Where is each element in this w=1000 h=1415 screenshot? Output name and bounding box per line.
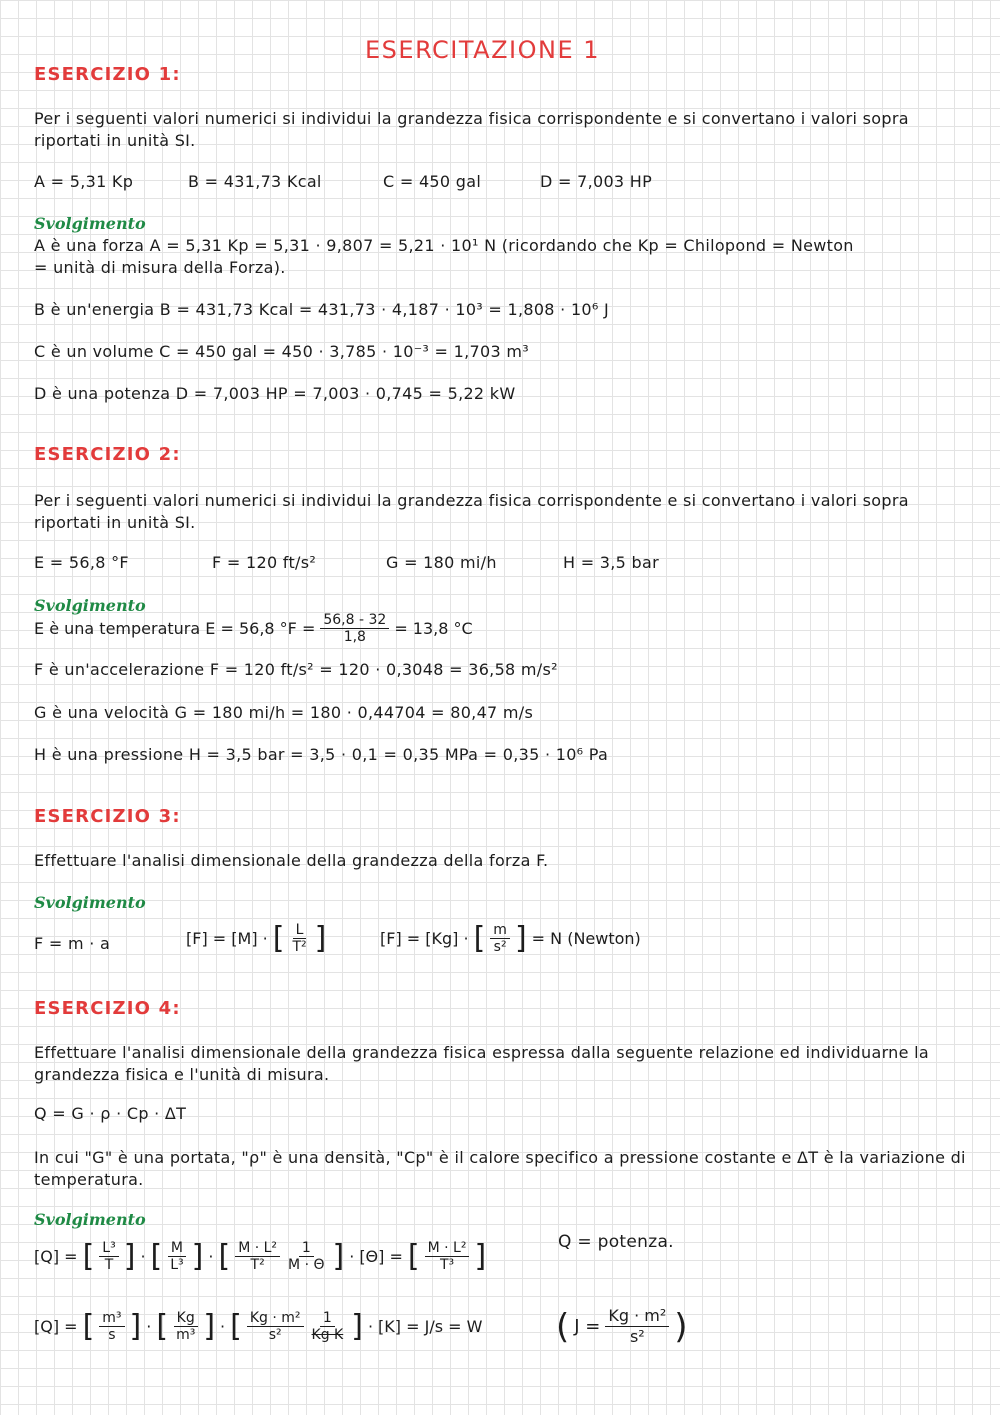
- solution-label-3: Svolgimento: [34, 893, 146, 912]
- dimensional-analysis: [34, 1240, 486, 1273]
- bracket-open: [: [473, 920, 486, 956]
- exercise-2-heading: ESERCIZIO 2:: [34, 444, 181, 465]
- value-c: C = 450 gal: [383, 172, 482, 191]
- dim-lhs: [Q] =: [34, 1247, 78, 1266]
- joule-fraction: [605, 1306, 669, 1347]
- solution-c: C è un volume C = 450 gal = 450 · 3,785 · 10⁻³ = 1,703 m³: [34, 342, 529, 361]
- value-f: F = 120 ft/s²: [212, 553, 317, 572]
- bracket-open: [: [272, 920, 285, 956]
- exercise-1-prompt: Per i seguenti valori numerici si individui la grandezza fisica corrispondente e si convertano i valori sopra riportati in unità SI.: [34, 109, 909, 150]
- solution-e-post: = 13,8 °C: [394, 619, 473, 638]
- dot-operator: ·: [146, 1317, 152, 1336]
- dim-den: T: [104, 1257, 114, 1273]
- bracket-open: [: [218, 1238, 231, 1274]
- solution-a-line-1: A è una forza A = 5,31 Kp = 5,31 · 9,807 = 5,21 · 10¹ N (ricordando che Kp = Chilopond = Newton: [34, 236, 854, 255]
- bracket-close: ]: [203, 1308, 216, 1344]
- dot-operator: ·: [349, 1247, 355, 1266]
- bracket-open: [: [82, 1238, 95, 1274]
- exercise-4-formula: Q = G · ρ · Cp · ΔT: [34, 1104, 187, 1123]
- force-units-denominator: s²: [493, 939, 507, 955]
- solution-e-denominator: 1,8: [343, 629, 366, 645]
- paren-close: ): [674, 1306, 688, 1347]
- force-dimension-numerator: L: [293, 922, 307, 939]
- bracket-open: [: [230, 1308, 242, 1344]
- unit-den: Kg K: [311, 1327, 344, 1343]
- unit-den: s: [108, 1327, 116, 1343]
- solution-e-numerator: 56,8 - 32: [320, 612, 389, 629]
- exercise-3-heading: ESERCIZIO 3:: [34, 806, 181, 827]
- solution-e-fraction: [320, 612, 389, 645]
- dim-num: L³: [99, 1240, 118, 1257]
- dim-fraction-density: [167, 1240, 186, 1273]
- unit-analysis: [34, 1310, 482, 1343]
- unit-num: Kg · m²: [247, 1310, 304, 1327]
- force-dimension: [186, 922, 326, 955]
- dot-operator: ·: [140, 1247, 146, 1266]
- solution-e: [34, 612, 473, 645]
- joule-definition: [556, 1306, 688, 1347]
- force-dimension-pre: [F] = [M] ·: [186, 929, 268, 948]
- bracket-close: ]: [514, 920, 527, 956]
- value-b: B = 431,73 Kcal: [188, 172, 322, 191]
- force-equation: F = m · a: [34, 934, 111, 953]
- dim-num: 1: [299, 1240, 314, 1257]
- unit-den: s²: [268, 1327, 282, 1343]
- solution-label-2: Svolgimento: [34, 596, 146, 615]
- solution-g: G è una velocità G = 180 mi/h = 180 · 0,44704 = 80,47 m/s: [34, 703, 534, 722]
- value-a: A = 5,31 Kp: [34, 172, 134, 191]
- dim-fraction-flow: [99, 1240, 118, 1273]
- force-dimension-denominator: T²: [292, 939, 307, 955]
- unit-fraction-flow: [99, 1310, 124, 1343]
- paren-open: (: [556, 1306, 570, 1347]
- dim-num: M · L²: [235, 1240, 280, 1257]
- bracket-open: [: [150, 1238, 163, 1274]
- unit-fraction-heat-a: [247, 1310, 304, 1343]
- solution-h: H è una pressione H = 3,5 bar = 3,5 · 0,1 = 0,35 MPa = 0,35 · 10⁶ Pa: [34, 745, 609, 764]
- bracket-close: ]: [474, 1238, 487, 1274]
- joule-den: s²: [629, 1327, 645, 1346]
- unit-fraction-density: [173, 1310, 198, 1343]
- force-units-pre: [F] = [Kg] ·: [380, 929, 469, 948]
- bracket-close: ]: [332, 1238, 345, 1274]
- force-dimension-fraction: [289, 922, 309, 955]
- unit-num: Kg: [174, 1310, 198, 1327]
- dot-operator: ·: [220, 1317, 226, 1336]
- dim-den: T³: [439, 1257, 455, 1273]
- bracket-open: [: [407, 1238, 420, 1274]
- solution-b: B è un'energia B = 431,73 Kcal = 431,73 · 4,187 · 10³ = 1,808 · 10⁶ J: [34, 300, 610, 319]
- dim-fraction-result: [425, 1240, 470, 1273]
- bracket-close: ]: [123, 1238, 136, 1274]
- unit-fraction-heat-b: [309, 1310, 347, 1343]
- dot-operator: ·: [208, 1247, 214, 1266]
- bracket-close: ]: [129, 1308, 142, 1344]
- value-d: D = 7,003 HP: [540, 172, 653, 191]
- bracket-open: [: [156, 1308, 169, 1344]
- solution-d: D è una potenza D = 7,003 HP = 7,003 · 0,745 = 5,22 kW: [34, 384, 516, 403]
- unit-num: m³: [99, 1310, 124, 1327]
- solution-label-4: Svolgimento: [34, 1210, 146, 1229]
- bracket-close: ]: [314, 920, 327, 956]
- value-h: H = 3,5 bar: [563, 553, 659, 572]
- unit-den: m³: [176, 1327, 196, 1343]
- dim-num: M · L²: [425, 1240, 470, 1257]
- dim-theta: [Θ] =: [359, 1247, 403, 1266]
- page-title: ESERCITAZIONE 1: [365, 36, 601, 64]
- exercise-4-prompt: Effettuare l'analisi dimensionale della grandezza fisica espressa dalla seguente relazione ed individuarne la grandezza fisica e l'unità di misura.: [34, 1043, 929, 1084]
- joule-pre: J =: [574, 1316, 601, 1337]
- solution-label-1: Svolgimento: [34, 214, 146, 233]
- joule-num: Kg · m²: [605, 1306, 669, 1327]
- unit-num: 1: [320, 1310, 335, 1327]
- dim-num: M: [168, 1240, 186, 1257]
- unit-result: [K] = J/s = W: [378, 1317, 483, 1336]
- result-statement: Q = potenza.: [558, 1232, 674, 1252]
- bracket-open: [: [82, 1308, 95, 1344]
- exercise-3-prompt: Effettuare l'analisi dimensionale della grandezza della forza F.: [34, 851, 549, 870]
- dot-operator: ·: [367, 1317, 374, 1336]
- dim-den: M · Θ: [288, 1257, 325, 1273]
- dim-den: L³: [170, 1257, 184, 1273]
- dim-fraction-heat-b: [285, 1240, 327, 1273]
- bracket-close: ]: [351, 1308, 363, 1344]
- exercise-2-prompt: Per i seguenti valori numerici si individui la grandezza fisica corrispondente e si convertano i valori sopra riportati in unità SI.: [34, 491, 909, 532]
- force-units-post: = N (Newton): [531, 929, 641, 948]
- exercise-4-heading: ESERCIZIO 4:: [34, 998, 181, 1019]
- solution-e-pre: E è una temperatura E = 56,8 °F =: [34, 619, 316, 638]
- bracket-close: ]: [191, 1238, 204, 1274]
- value-e: E = 56,8 °F: [34, 553, 129, 572]
- force-units-fraction: [490, 922, 510, 955]
- value-g: G = 180 mi/h: [386, 553, 497, 572]
- dim-den: T²: [250, 1257, 265, 1273]
- solution-f: F è un'accelerazione F = 120 ft/s² = 120 · 0,3048 = 36,58 m/s²: [34, 660, 558, 679]
- force-units-numerator: m: [490, 922, 510, 939]
- solution-a-line-2: = unità di misura della Forza).: [34, 258, 286, 277]
- unit-lhs: [Q] =: [34, 1317, 78, 1336]
- dim-fraction-heat-a: [235, 1240, 280, 1273]
- force-units: [380, 922, 641, 955]
- exercise-1-heading: ESERCIZIO 1:: [34, 64, 181, 85]
- exercise-4-definitions: In cui "G" è una portata, "ρ" è una densità, "Cp" è il calore specifico a pressione costante e ΔT è la variazione di temperatura.: [34, 1148, 966, 1189]
